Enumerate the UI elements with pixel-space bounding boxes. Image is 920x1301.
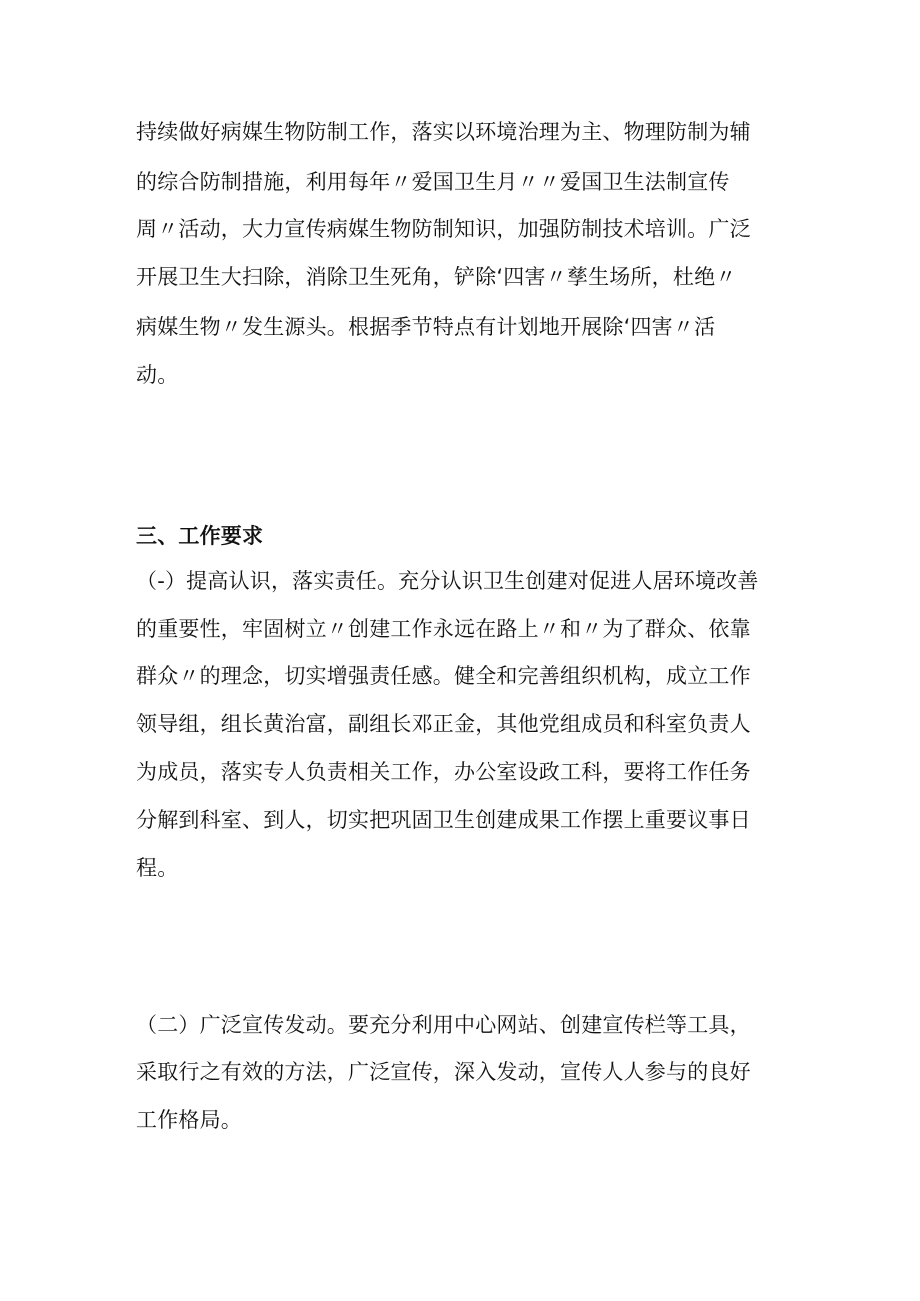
item-1-line-4: 领导组，组长黄治富，副组长邓正金，其他党组成员和科室负责人	[136, 712, 751, 736]
item-2-line-1: （二）广泛宣传发动。要充分利用中心网站、创建宣传栏等工具，	[136, 1013, 751, 1037]
section-heading: 三、工作要求	[136, 524, 264, 548]
item-2-line-3: 工作格局。	[136, 1108, 242, 1132]
paragraph-1-line-6: 动。	[136, 363, 179, 387]
paragraph-1-line-5: 病媒生物〃发生源头。根据季节特点有计划地开展除‘四害〃活	[136, 315, 716, 339]
paragraph-1-line-3: 周〃活动，大力宣传病媒生物防制知识，加强防制技术培训。广泛	[136, 217, 751, 241]
item-1-line-7: 程。	[136, 856, 179, 880]
item-1-line-3: 群众〃的理念，切实增强责任感。健全和完善组织机构，成立工作	[136, 664, 751, 688]
paragraph-1-line-4: 开展卫生大扫除，消除卫生死角，铲除‘四害〃孳生场所，杜绝〃	[136, 265, 737, 289]
item-1-line-2: 的重要性，牢固树立〃创建工作永远在路上〃和〃为了群众、依靠	[136, 617, 751, 641]
paragraph-1-line-1: 持续做好病媒生物防制工作，落实以环境治理为主、物理防制为辅	[136, 120, 751, 144]
item-1-line-5: 为成员，落实专人负责相关工作，办公室设政工科，要将工作任务	[136, 760, 751, 784]
paragraph-1-line-2: 的综合防制措施，利用每年〃爱国卫生月〃〃爱国卫生法制宣传	[136, 170, 730, 194]
item-1-line-6: 分解到科室、到人，切实把巩固卫生创建成果工作摆上重要议事日	[136, 808, 751, 832]
item-1-line-1: （-）提高认识，落实责任。充分认识卫生创建对促进人居环境改善	[136, 569, 759, 593]
item-2-line-2: 采取行之有效的方法，广泛宣传，深入发动，宣传人人参与的良好	[136, 1060, 751, 1084]
